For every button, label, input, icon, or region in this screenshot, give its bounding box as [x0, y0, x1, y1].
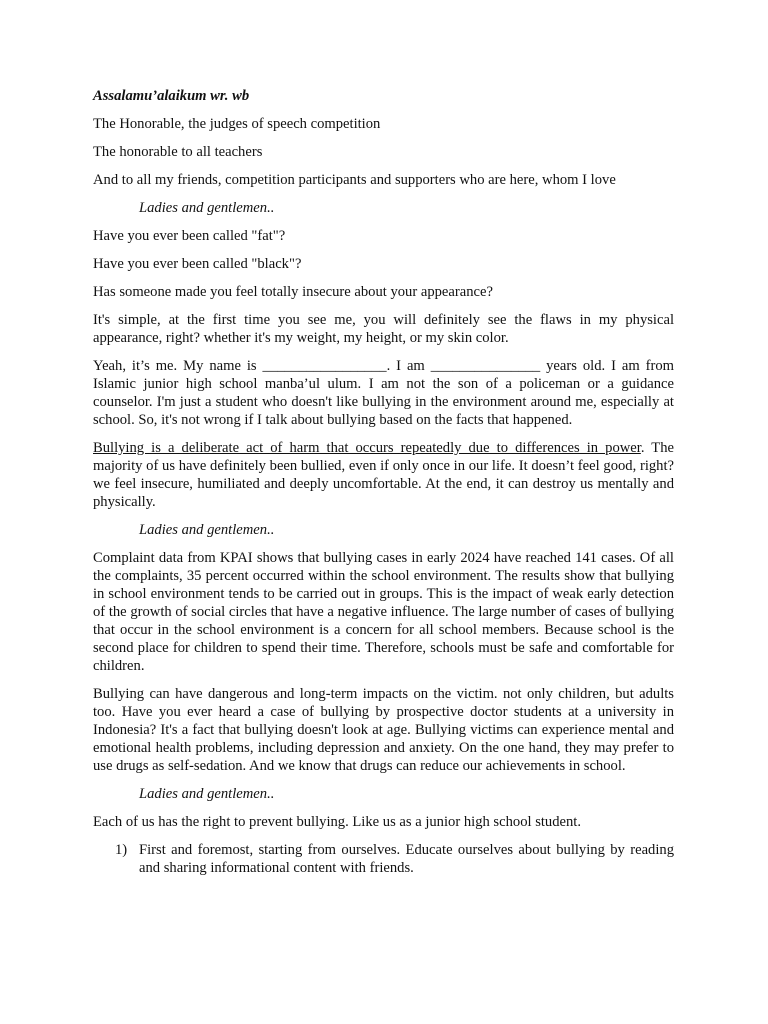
ladies-gentlemen-2: Ladies and gentlemen..: [139, 522, 275, 538]
paragraph-right: Each of us has the right to prevent bullying. Like us as a junior high school student.: [93, 814, 581, 830]
paragraph-simple: It's simple, at the first time you see me, you will definitely see the flaws in my physical appearance, right? whether it's my weight, my height, or my skin color.: [93, 312, 674, 346]
salutation-judges: The Honorable, the judges of speech competition: [93, 116, 381, 132]
paragraph-intro: Yeah, it’s me. My name is _________________. I am _______________ years old. I am from Islamic junior high school manba’ul ulum. I am not the son of a policeman or a guidance counselor. I'm just a student who doesn't like bullying in the environment around me, especially at school. So, it's not wrong if I talk about bullying based on the facts that happened.: [93, 358, 674, 428]
question-insecure: Has someone made you feel totally insecure about your appearance?: [93, 284, 493, 300]
definition-rest: . The majority of us have definitely been bullied, even if only once in our life. It doesn’t feel good, right? we feel insecure, humiliated and deeply uncomfortable. At the end, it can destroy us mentally and physically.: [93, 440, 674, 510]
ladies-gentlemen-3: Ladies and gentlemen..: [139, 786, 275, 802]
question-black: Have you ever been called "black"?: [93, 256, 302, 272]
paragraph-kpai: Complaint data from KPAI shows that bullying cases in early 2024 have reached 141 cases. Of all the complaints, 35 percent occurred within the school environment. The results show that bullying in school environment tends to be carried out in groups. This is the impact of weak early detection of the growth of social circles that have a negative influence. The large number of cases of bullying that occur in the school environment is a concern for all school members. Because school is the second place for children to spend their time. Therefore, schools must be safe and comfortable for children.: [93, 550, 674, 674]
salutation-teachers: The honorable to all teachers: [93, 144, 263, 160]
greeting: Assalamu’alaikum wr. wb: [93, 88, 250, 104]
paragraph-definition: [93, 439, 674, 511]
document-page: [93, 87, 674, 887]
ladies-gentlemen-1: Ladies and gentlemen..: [139, 200, 275, 216]
list-item: [93, 841, 674, 877]
paragraph-impacts: Bullying can have dangerous and long-term impacts on the victim. not only children, but adults too. Have you ever heard a case of bullying by prospective doctor students at a university in Indonesia? It's a fact that bullying doesn't look at age. Bullying victims can experience mental and emotional health problems, including depression and anxiety. On the one hand, they may prefer to use drugs as self-sedation. And we know that drugs can reduce our achievements in school.: [93, 686, 674, 774]
definition-underlined: Bullying is a deliberate act of harm that occurs repeatedly due to differences in power: [93, 440, 641, 456]
prevention-list: [93, 841, 674, 877]
question-fat: Have you ever been called "fat"?: [93, 228, 286, 244]
list-item-number: 1): [115, 842, 128, 858]
salutation-friends: And to all my friends, competition participants and supporters who are here, whom I love: [93, 172, 616, 188]
list-item-text: First and foremost, starting from ourselves. Educate ourselves about bullying by reading and sharing informational content with friends.: [139, 842, 674, 876]
